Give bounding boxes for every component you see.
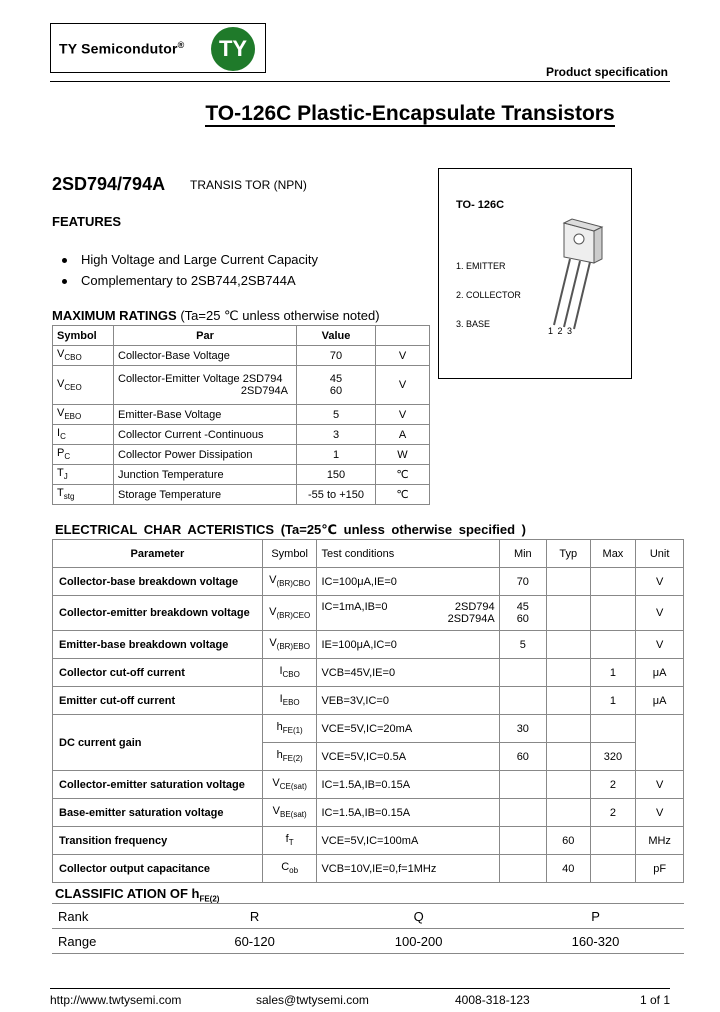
max-ratings-heading: MAXIMUM RATINGS (Ta=25 ℃ unless otherwise noted) bbox=[52, 308, 380, 323]
company-name: TY Semicondutor® bbox=[59, 40, 185, 57]
electrical-table bbox=[52, 539, 684, 883]
table-row: DC current gain $h_{FE(1)}$ VCE=5V,IC=20mA 30 bbox=[53, 715, 684, 743]
classification-table bbox=[52, 903, 684, 954]
classification-heading: CLASSIFIC ATION OF $h_{FE(2)}$ bbox=[55, 886, 220, 904]
table-row: Base-emitter saturation voltage $V_{BE(sat)}$ IC=1.5A,IB=0.15A 2 V bbox=[53, 799, 684, 827]
package-name: TO- 126C bbox=[456, 199, 505, 211]
feature-item: High Voltage and Large Current Capacity bbox=[62, 252, 318, 267]
table-header-row: Symbol Par Value bbox=[53, 326, 430, 346]
table-row: Range 60-120 100-200 160-320 bbox=[52, 929, 684, 954]
footer-url[interactable]: http://www.twtysemi.com bbox=[50, 993, 182, 1007]
table-row: Collector-base breakdown voltage $V_{(BR)CBO}$ IC=100μA,IE=0 70 V bbox=[53, 568, 684, 596]
table-row: Transition frequency $f_T$ VCE=5V,IC=100mA 60 MHz bbox=[53, 827, 684, 855]
table-row: $V_{CEO}$ Collector-Emitter Voltage 2SD794 2SD794A 45 60 V bbox=[53, 366, 430, 405]
footer-divider bbox=[50, 988, 670, 989]
to126-package-icon bbox=[544, 217, 604, 342]
product-specification-label: Product specification bbox=[545, 65, 668, 79]
table-row: $T_J$ Junction Temperature 150 ℃ bbox=[53, 465, 430, 485]
feature-item: Complementary to 2SB744,2SB744A bbox=[62, 273, 296, 288]
header-logo-box bbox=[50, 23, 266, 73]
electrical-heading: ELECTRICAL CHAR ACTERISTICS (Ta=25℃ unless otherwise specified ) bbox=[55, 522, 527, 537]
header-divider bbox=[50, 81, 670, 82]
table-row: $T_{stg}$ Storage Temperature -55 to +150 ℃ bbox=[53, 485, 430, 505]
table-row: $h_{FE(2)}$ VCE=5V,IC=0.5A 60 320 bbox=[53, 743, 684, 771]
table-row: Emitter cut-off current $I_{EBO}$ VEB=3V,IC=0 1 μA bbox=[53, 687, 684, 715]
pin-label: 1. EMITTER bbox=[456, 261, 506, 271]
pin-label: 2. COLLECTOR bbox=[456, 290, 521, 300]
table-row: Collector cut-off current $I_{CBO}$ VCB=45V,IE=0 1 μA bbox=[53, 659, 684, 687]
max-ratings-table bbox=[52, 325, 430, 505]
table-row: Collector-emitter breakdown voltage $V_{(BR)CEO}$ IC=1mA,IB=0 2SD794 2SD794A 45 60 V bbox=[53, 596, 684, 631]
table-row: Emitter-base breakdown voltage $V_{(BR)EBO}$ IE=100μA,IC=0 5 V bbox=[53, 631, 684, 659]
ty-logo-icon: TY bbox=[211, 27, 255, 71]
table-row: $P_C$ Collector Power Dissipation 1 W bbox=[53, 445, 430, 465]
table-row: $I_C$ Collector Current -Continuous 3 A bbox=[53, 425, 430, 445]
pin-numbers: 1 2 3 bbox=[548, 326, 574, 336]
footer-email[interactable]: sales@twtysemi.com bbox=[256, 993, 369, 1007]
table-row: Rank R Q P bbox=[52, 904, 684, 929]
pin-label: 3. BASE bbox=[456, 319, 491, 329]
table-row: $V_{CBO}$ Collector-Base Voltage 70 V bbox=[53, 346, 430, 366]
part-number: 2SD794/794A bbox=[52, 174, 166, 194]
table-row: $V_{EBO}$ Emitter-Base Voltage 5 V bbox=[53, 405, 430, 425]
package-box bbox=[438, 168, 632, 379]
part-type: TRANSIS TOR (NPN) bbox=[190, 178, 307, 192]
features-heading: FEATURES bbox=[52, 214, 122, 229]
footer-phone: 4008-318-123 bbox=[455, 993, 530, 1007]
page-title: TO-126C Plastic-Encapsulate Transistors bbox=[205, 102, 615, 125]
table-header-row: Parameter Symbol Test conditions Min Typ Max Unit bbox=[53, 540, 684, 568]
page-number: 1 of 1 bbox=[639, 993, 670, 1007]
table-row: Collector-emitter saturation voltage $V_{CE(sat)}$ IC=1.5A,IB=0.15A 2 V bbox=[53, 771, 684, 799]
table-row: Collector output capacitance $C_{ob}$ VCB=10V,IE=0,f=1MHz 40 pF bbox=[53, 855, 684, 883]
